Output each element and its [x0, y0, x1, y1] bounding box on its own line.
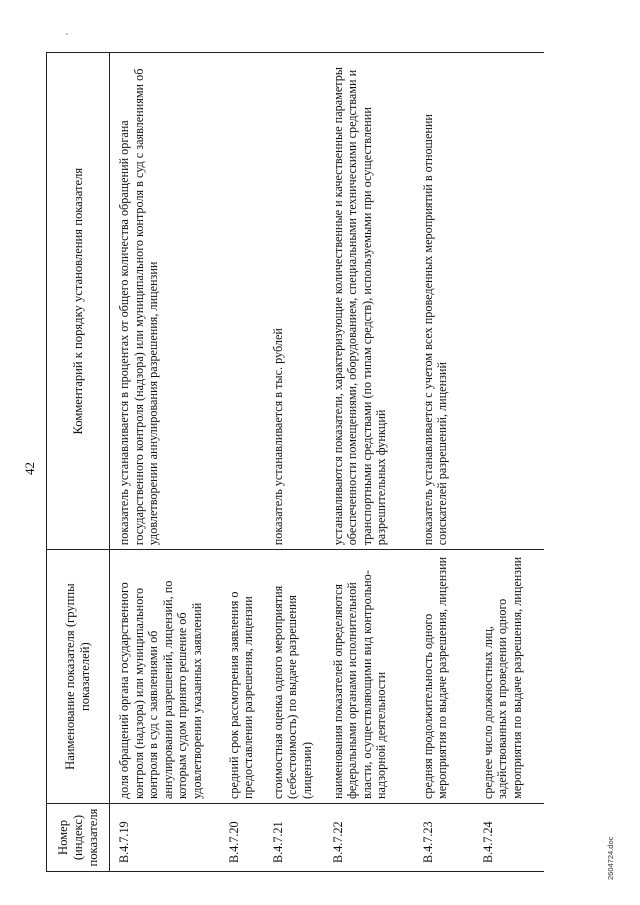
footer-filename: 2604724.doc [606, 836, 615, 880]
row-code: В.4.7.19 [110, 804, 220, 872]
header-name: Наименование показателя (группы показателей) [47, 550, 110, 804]
page-number: 42 [22, 462, 37, 475]
table-row [474, 53, 544, 872]
row-comment [474, 53, 544, 550]
row-comment [220, 53, 264, 550]
header-comment: Комментарий к порядку установления показателя [47, 53, 110, 550]
row-code: В.4.7.22 [324, 804, 414, 872]
row-comment: устанавливаются показатели, характеризующие количественные и качественные параметры обеспеченности помещениями, оборудованием, специальными техническими средствами и транспортными средствами (по типам средств), используемыми при осуществлении разрешительных функций [324, 53, 414, 550]
row-comment: показатель устанавливается с учетом всех проведенных мероприятий в отношении соискателей разрешений, лицензий [414, 53, 474, 550]
table-header-row [47, 53, 110, 872]
table-row [110, 53, 220, 872]
header-number: Номер (индекс) показателя [47, 804, 110, 872]
row-name: доля обращений органа государственного контроля (надзора) или муниципального контроля в суд с заявлениями об аннулировании разрешений, лицензий, по которым судом принято решение об удовлетворении указанных заявлений [110, 550, 220, 804]
row-name: наименования показателей определяются федеральными органами исполнительной власти, осуществляющими вид контрольно-надзорной деятельности [324, 550, 414, 804]
table-row [264, 53, 324, 872]
row-code: В.4.7.23 [414, 804, 474, 872]
table-row [414, 53, 474, 872]
indicators-table [46, 52, 544, 872]
row-code: В.4.7.20 [220, 804, 264, 872]
rotated-page [20, 20, 620, 880]
row-name: среднее число должностных лиц, задействованных в проведении одного мероприятия по выдаче разрешения, лицензии [474, 550, 544, 804]
row-name: средний срок рассмотрения заявления о предоставлении разрешения, лицензии [220, 550, 264, 804]
row-code: В.4.7.24 [474, 804, 544, 872]
row-name: средняя продолжительность одного мероприятия по выдаче разрешения, лицензии [414, 550, 474, 804]
row-name: стоимостная оценка одного мероприятия (себестоимость) по выдаче разрешения (лицензии) [264, 550, 324, 804]
scan-mark: , [60, 33, 69, 35]
row-comment: показатель устанавливается в тыс. рублей [264, 53, 324, 550]
row-comment: показатель устанавливается в процентах от общего количества обращений органа государственного контроля (надзора) или муниципального контроля в суд с заявлениями об удовлетворении аннулирования разрешения, лицензии [110, 53, 220, 550]
row-code: В.4.7.21 [264, 804, 324, 872]
table-row [324, 53, 414, 872]
table-row [220, 53, 264, 872]
